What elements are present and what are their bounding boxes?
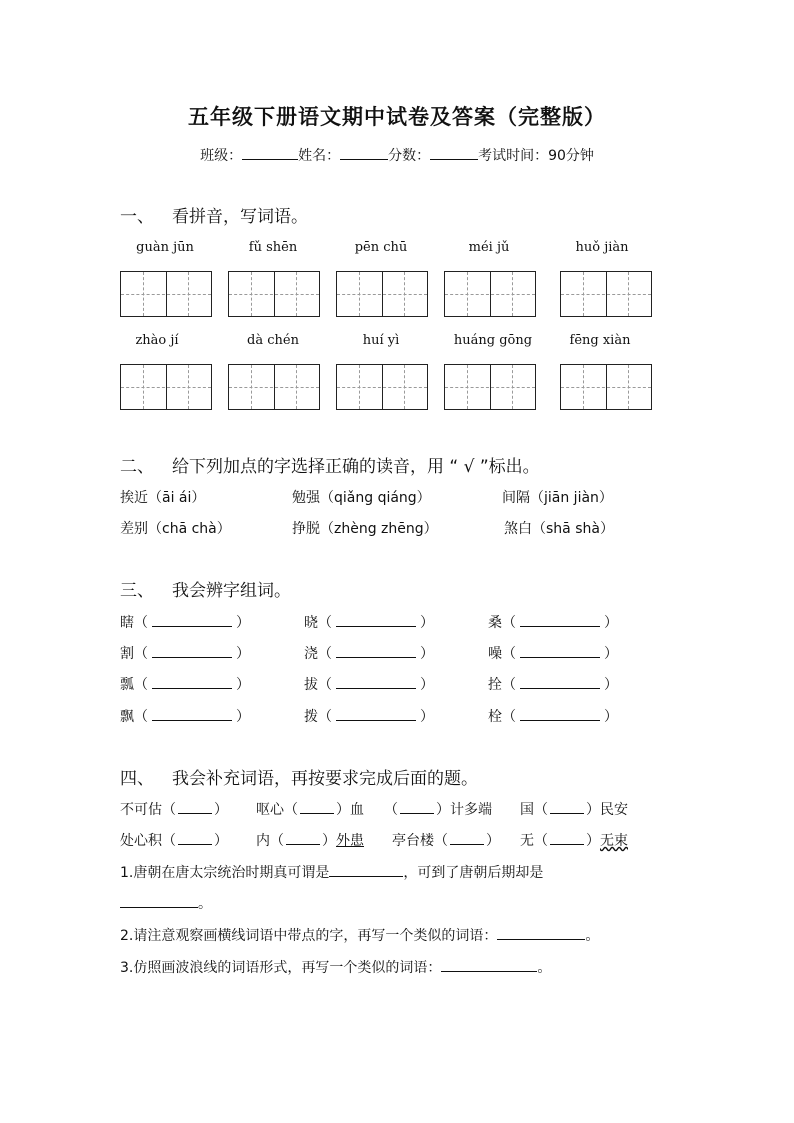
answer-blank[interactable] [300,801,334,814]
pinyin-label: pēn chū [354,240,408,255]
idiom-item: 呕心（ ）血 [256,802,364,818]
name-label: 姓名： [298,148,341,164]
section2-number: 二、 [120,457,154,477]
answer-blank[interactable] [336,708,416,721]
section3-number: 三、 [120,581,154,601]
idiom-item: （ ）计多端 [384,802,492,818]
writing-grid[interactable] [120,364,212,410]
answer-blank[interactable] [520,676,600,689]
writing-grid[interactable] [336,364,428,410]
answer-blank[interactable] [550,832,584,845]
word-group-item: 浇（ ） [304,646,434,662]
writing-grid[interactable] [444,271,536,317]
pinyin-label: zhào jí [135,333,179,348]
word-group-item: 噪（ ） [488,646,618,662]
pronunciation-item: 差别（chā chà） [120,521,231,537]
answer-blank[interactable] [329,864,403,877]
pinyin-label: fǔ shēn [248,240,298,255]
pronunciation-item: 煞白（shā shà） [504,521,614,537]
section1-number: 一、 [120,207,154,227]
answer-blank[interactable] [520,645,600,658]
answer-blank[interactable] [152,645,232,658]
word-group-item: 桑（ ） [488,615,618,631]
class-blank[interactable] [242,145,298,160]
idiom-item: 处心积（ ） [120,833,228,849]
answer-blank[interactable] [286,832,320,845]
answer-blank[interactable] [497,927,585,940]
answer-blank[interactable] [550,801,584,814]
idiom-item: 国（ ）民安 [520,802,628,818]
answer-blank[interactable] [450,832,484,845]
page-title: 五年级下册语文期中试卷及答案（完整版） [188,105,606,129]
student-info-line [0,145,794,165]
section2-title: 给下列加点的字选择正确的读音，用 “ √ ”标出。 [172,457,540,477]
section4-title: 我会补充词语，再按要求完成后面的题。 [172,769,478,789]
score-blank[interactable] [430,145,478,160]
section4-number: 四、 [120,769,154,789]
answer-blank[interactable] [400,801,434,814]
writing-grid[interactable] [336,271,428,317]
idiom-item: 不可估（ ） [120,802,228,818]
answer-blank[interactable] [336,645,416,658]
writing-grid[interactable] [560,271,652,317]
answer-blank[interactable] [120,895,198,908]
idiom-item: 亭台楼（ ） [392,833,500,849]
pinyin-label: fēng xiàn [569,333,631,348]
section3-title: 我会辨字组词。 [172,581,291,601]
pinyin-label: guàn jūn [136,240,194,255]
answer-blank[interactable] [152,676,232,689]
section1-heading [120,202,308,227]
word-group-item: 瓢（ ） [120,677,250,693]
answer-blank[interactable] [520,614,600,627]
pinyin-label: huí yì [362,333,400,348]
word-group-item: 晓（ ） [304,615,434,631]
writing-grid[interactable] [444,364,536,410]
writing-grid[interactable] [560,364,652,410]
section2-heading [120,452,540,477]
question-1-continued: 。 [120,893,212,913]
answer-blank[interactable] [152,708,232,721]
section4-heading [120,764,478,789]
question-1: 1.唐朝在唐太宗统治时期真可谓是 ，可到了唐朝后期却是 [120,865,544,881]
word-group-item: 拴（ ） [488,677,618,693]
section3-heading [120,576,291,601]
word-group-item: 飘（ ） [120,709,250,725]
word-group-item: 瞎（ ） [120,615,250,631]
word-group-item: 拨（ ） [304,709,434,725]
answer-blank[interactable] [336,676,416,689]
answer-blank[interactable] [152,614,232,627]
pronunciation-item: 挣脱（zhèng zhēng） [292,521,438,537]
pinyin-label: dà chén [247,333,299,348]
name-blank[interactable] [340,145,388,160]
question-3: 3.仿照画波浪线的词语形式，再写一个类似的词语： 。 [120,960,552,976]
class-label: 班级： [200,148,243,164]
answer-blank[interactable] [520,708,600,721]
pronunciation-item: 挨近（āi ái） [120,490,206,506]
writing-grid[interactable] [120,271,212,317]
pronunciation-item: 间隔（jiān jiàn） [502,490,613,506]
section1-title: 看拼音，写词语。 [172,207,308,227]
writing-grid[interactable] [228,271,320,317]
idiom-item: 内（ ）外患 [256,833,364,849]
word-group-item: 拔（ ） [304,677,434,693]
writing-grid[interactable] [228,364,320,410]
pinyin-label: huǒ jiàn [575,240,629,255]
word-group-item: 割（ ） [120,646,250,662]
time-label: 考试时间：90分钟 [478,148,594,164]
question-2: 2.请注意观察画横线词语中带点的字，再写一个类似的词语： 。 [120,928,600,944]
idiom-item: 无（ ）无束 [520,833,628,849]
answer-blank[interactable] [178,832,212,845]
answer-blank[interactable] [441,959,537,972]
pinyin-label: huáng gōng [453,333,533,348]
score-label: 分数： [388,148,431,164]
word-group-item: 栓（ ） [488,709,618,725]
pronunciation-item: 勉强（qiǎng qiáng） [292,490,431,506]
pinyin-label: méi jǔ [468,240,510,255]
answer-blank[interactable] [336,614,416,627]
answer-blank[interactable] [178,801,212,814]
